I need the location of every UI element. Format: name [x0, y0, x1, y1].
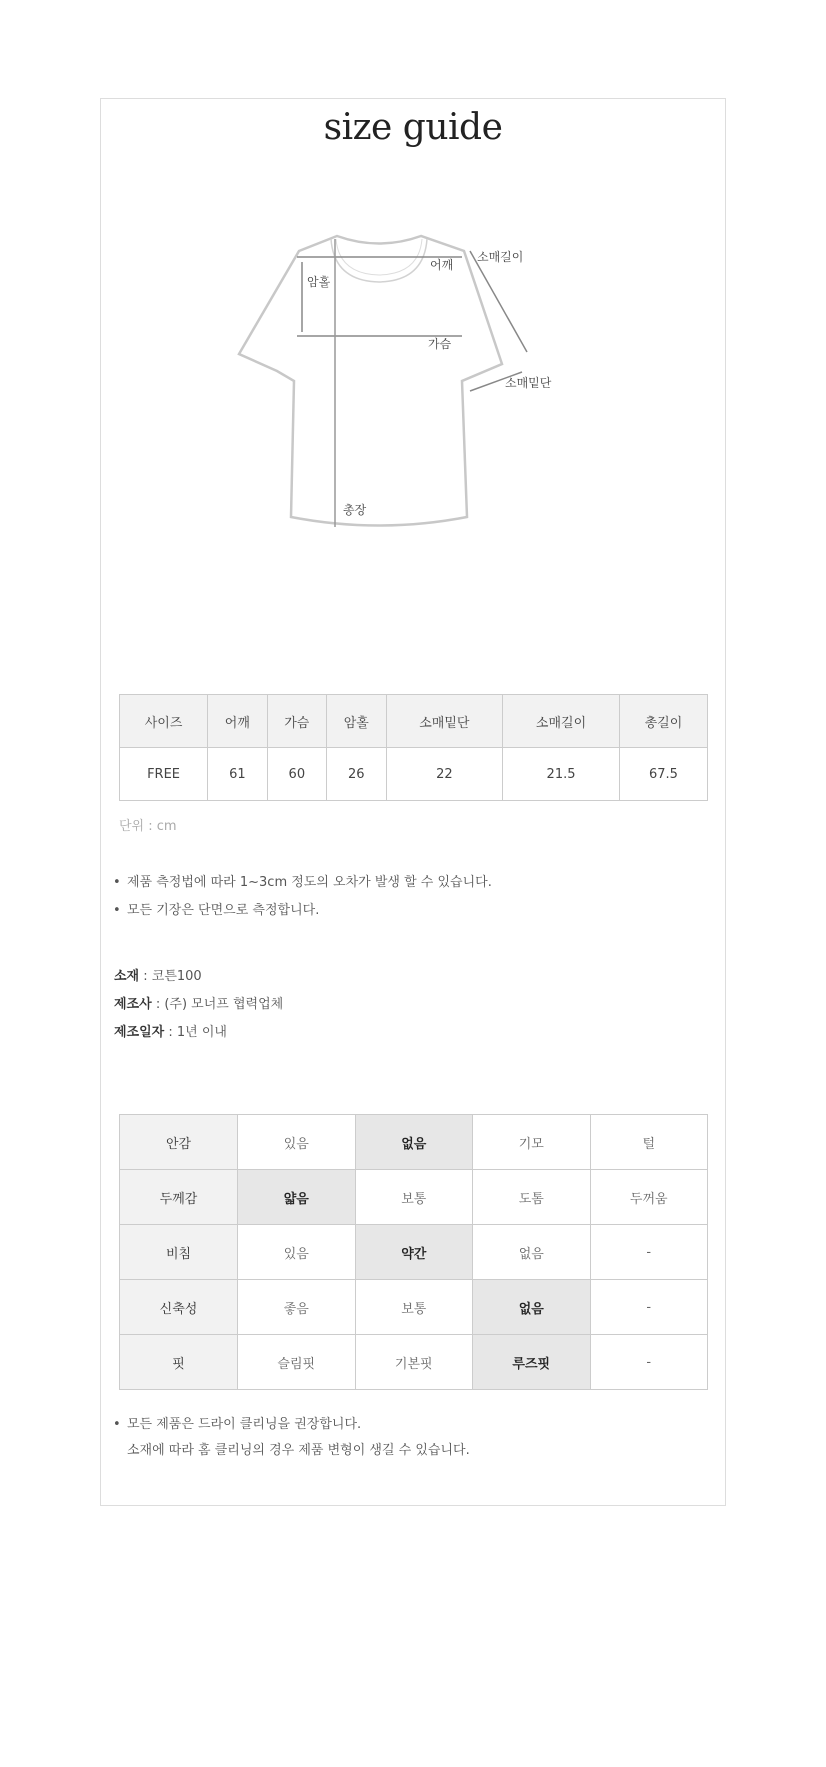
note-text: 제품 측정법에 따라 1~3cm 정도의 오차가 발생 할 수 있습니다. — [127, 875, 492, 890]
tshirt-outline-icon — [239, 229, 589, 579]
measurement-notes — [113, 869, 492, 925]
tshirt-size-diagram — [239, 229, 589, 579]
fabric-info-table — [119, 1114, 708, 1390]
size-header-cell: 소매밑단 — [386, 695, 503, 748]
fabric-row-head: 두께감 — [120, 1170, 238, 1225]
label-shoulder: 어깨 — [430, 258, 454, 272]
label-chest: 가슴 — [428, 337, 452, 351]
size-header-cell: 가슴 — [267, 695, 326, 748]
unit-label: 단위 : cm — [119, 819, 177, 834]
spec-value: : 1년 이내 — [164, 1025, 227, 1040]
note-item: • 제품 측정법에 따라 1~3cm 정도의 오차가 발생 할 수 있습니다. — [113, 875, 492, 890]
fabric-option: 좋음 — [238, 1280, 356, 1335]
fabric-option: 없음 — [473, 1225, 591, 1280]
fabric-option: 보통 — [355, 1170, 473, 1225]
fabric-option: 보통 — [355, 1280, 473, 1335]
size-header-cell: 암홀 — [327, 695, 386, 748]
size-table-header-row — [120, 695, 708, 748]
note-item: • 모든 기장은 단면으로 측정합니다. — [113, 903, 320, 918]
fabric-option: 털 — [590, 1115, 708, 1170]
size-table — [119, 694, 708, 801]
size-table-row — [120, 748, 708, 801]
fabric-option: 슬림핏 — [238, 1335, 356, 1390]
fabric-option: 도톰 — [473, 1170, 591, 1225]
care-note — [113, 1412, 470, 1464]
care-note-line: • 모든 제품은 드라이 클리닝을 권장합니다. — [113, 1417, 362, 1432]
spec-row — [114, 963, 283, 991]
spec-label: 제조일자 — [114, 1025, 165, 1040]
fabric-row — [120, 1335, 708, 1390]
fabric-option-selected: 루즈핏 — [473, 1335, 591, 1390]
care-note-line: 소재에 따라 홈 클리닝의 경우 제품 변형이 생길 수 있습니다. — [127, 1443, 470, 1458]
fabric-option: - — [590, 1225, 708, 1280]
fabric-option: - — [590, 1335, 708, 1390]
spec-value: : 코튼100 — [139, 969, 202, 984]
size-header-cell: 어깨 — [208, 695, 267, 748]
fabric-row — [120, 1280, 708, 1335]
size-guide-panel — [100, 98, 726, 1506]
fabric-row — [120, 1115, 708, 1170]
fabric-option-selected: 없음 — [473, 1280, 591, 1335]
fabric-row — [120, 1225, 708, 1280]
page-title: size guide — [323, 107, 503, 148]
fabric-option-selected: 얇음 — [238, 1170, 356, 1225]
note-text: 모든 기장은 단면으로 측정합니다. — [127, 903, 320, 918]
size-cell: 67.5 — [619, 748, 707, 801]
fabric-row-head: 신축성 — [120, 1280, 238, 1335]
fabric-option: 있음 — [238, 1115, 356, 1170]
size-header-cell: 사이즈 — [120, 695, 208, 748]
fabric-row — [120, 1170, 708, 1225]
fabric-option: - — [590, 1280, 708, 1335]
label-total-length: 총장 — [343, 503, 367, 517]
spec-value: : (주) 모너프 협력업체 — [151, 997, 284, 1012]
label-sleeve-hem: 소매밑단 — [505, 376, 552, 390]
fabric-option: 두꺼움 — [590, 1170, 708, 1225]
fabric-row-head: 핏 — [120, 1335, 238, 1390]
spec-row — [114, 1019, 283, 1047]
spec-label: 소재 — [114, 969, 140, 984]
product-specs — [114, 963, 283, 1047]
fabric-option: 기본핏 — [355, 1335, 473, 1390]
size-cell: 60 — [267, 748, 326, 801]
size-cell: 21.5 — [503, 748, 620, 801]
spec-label: 제조사 — [114, 997, 152, 1012]
fabric-row-head: 비침 — [120, 1225, 238, 1280]
size-cell: 61 — [208, 748, 267, 801]
size-header-cell: 소매길이 — [503, 695, 620, 748]
size-cell: 22 — [386, 748, 503, 801]
fabric-option-selected: 없음 — [355, 1115, 473, 1170]
fabric-row-head: 안감 — [120, 1115, 238, 1170]
size-cell: FREE — [120, 748, 208, 801]
label-sleeve-length: 소매길이 — [477, 250, 524, 264]
care-note-text: 모든 제품은 드라이 클리닝을 권장합니다. — [127, 1417, 362, 1432]
label-armhole: 암홀 — [307, 275, 331, 289]
fabric-option: 기모 — [473, 1115, 591, 1170]
size-cell: 26 — [327, 748, 386, 801]
spec-row — [114, 991, 283, 1019]
fabric-option: 있음 — [238, 1225, 356, 1280]
size-header-cell: 총길이 — [619, 695, 707, 748]
fabric-option-selected: 약간 — [355, 1225, 473, 1280]
